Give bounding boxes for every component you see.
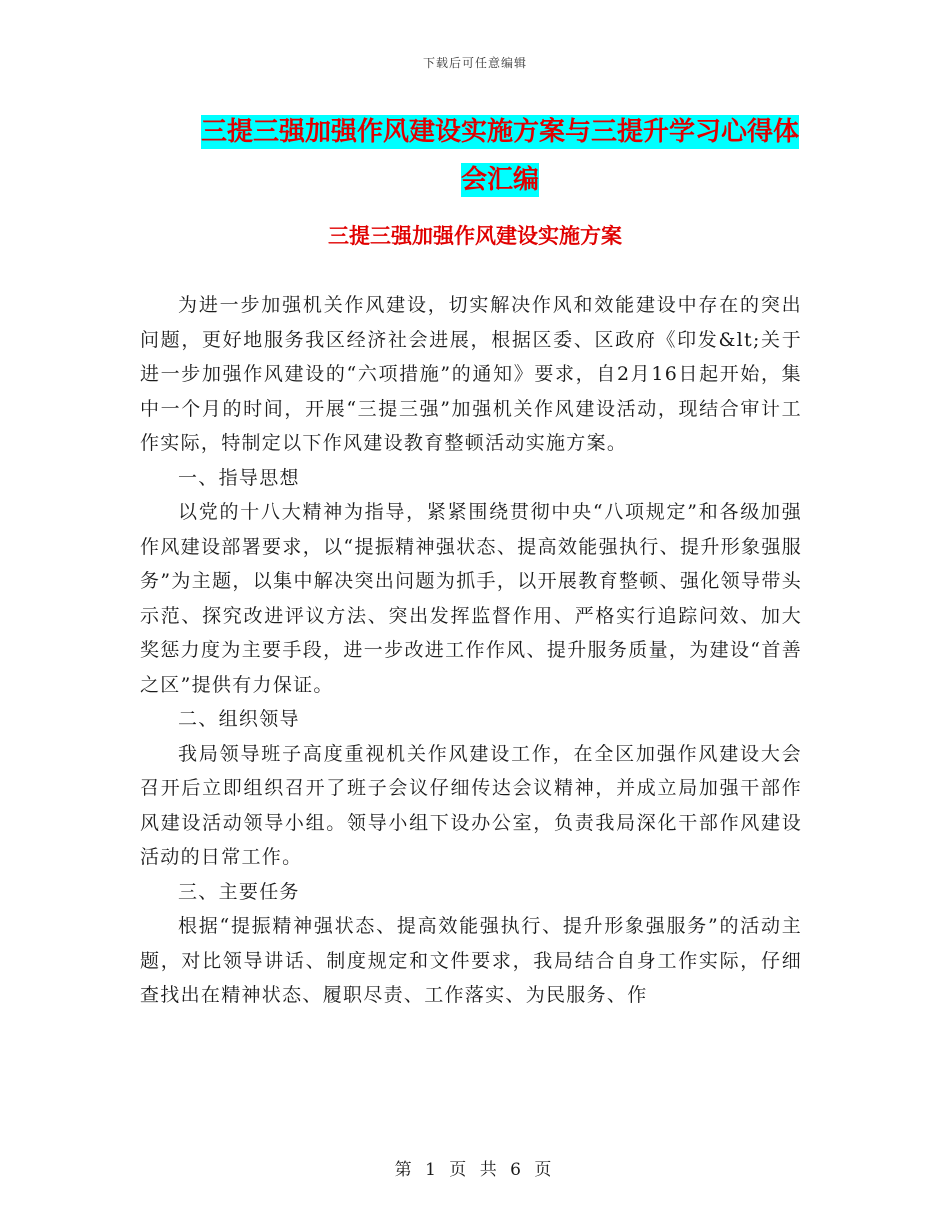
section-heading: 一、指导思想 [178,466,300,489]
header-note: 下载后可任意编辑 [422,56,527,70]
paragraph: 以党的十八大精神为指导，紧紧围绕贯彻中央“八项规定”和各级加强作风建设部署要求，以“提振精神强状态、提高效能强执行、提升形象强服务”为主题，以集中解决突出问题为抓手，以开展教育整顿、强化领导带头示范、探究改进评议方法、突出发挥监督作用、严格实行追踪问效、加大奖惩力度为主要手段，进一步改进工作作风、提升服务质量，为建设“首善之区”提供有力保证。 [140,501,802,696]
section-heading: 二、组织领导 [178,708,300,730]
paragraph: 我局领导班子高度重视机关作风建设工作，在全区加强作风建设大会召开后立即组织召开了班子会议仔细传达会议精神，并成立局加强干部作风建设活动领导小组。领导小组下设办公室，负责我局深化干部作风建设活动的日常工作。 [140,742,802,868]
main-title [150,108,850,204]
main-title-line-2: 会汇编 [460,165,539,195]
main-title-line-1: 三提三强加强作风建设实施方案与三提升学习心得体 [200,117,799,147]
page-footer: 第 1 页 共 6 页 [394,1160,556,1180]
paragraph: 根据“提振精神强状态、提高效能强执行、提升形象强服务”的活动主题，对比领导讲话、制度规定和文件要求，我局结合自身工作实际，仔细查找出在精神状态、履职尽责、工作落实、为民服务、作 [140,915,802,1006]
paragraph: 为进一步加强机关作风建设，切实解决作风和效能建设中存在的突出问题，更好地服务我区经济社会进展，根据区委、区政府《印发&lt;关于进一步加强作风建设的“六项措施”的通知》要求，自2月16日起开始，集中一个月的时间，开展“三提三强”加强机关作风建设活动，现结合审计工作实际，特制定以下作风建设教育整顿活动实施方案。 [140,294,802,454]
section-title: 三提三强加强作风建设实施方案 [328,224,622,248]
document-body [140,288,802,1013]
section-heading: 三、主要任务 [178,880,300,903]
